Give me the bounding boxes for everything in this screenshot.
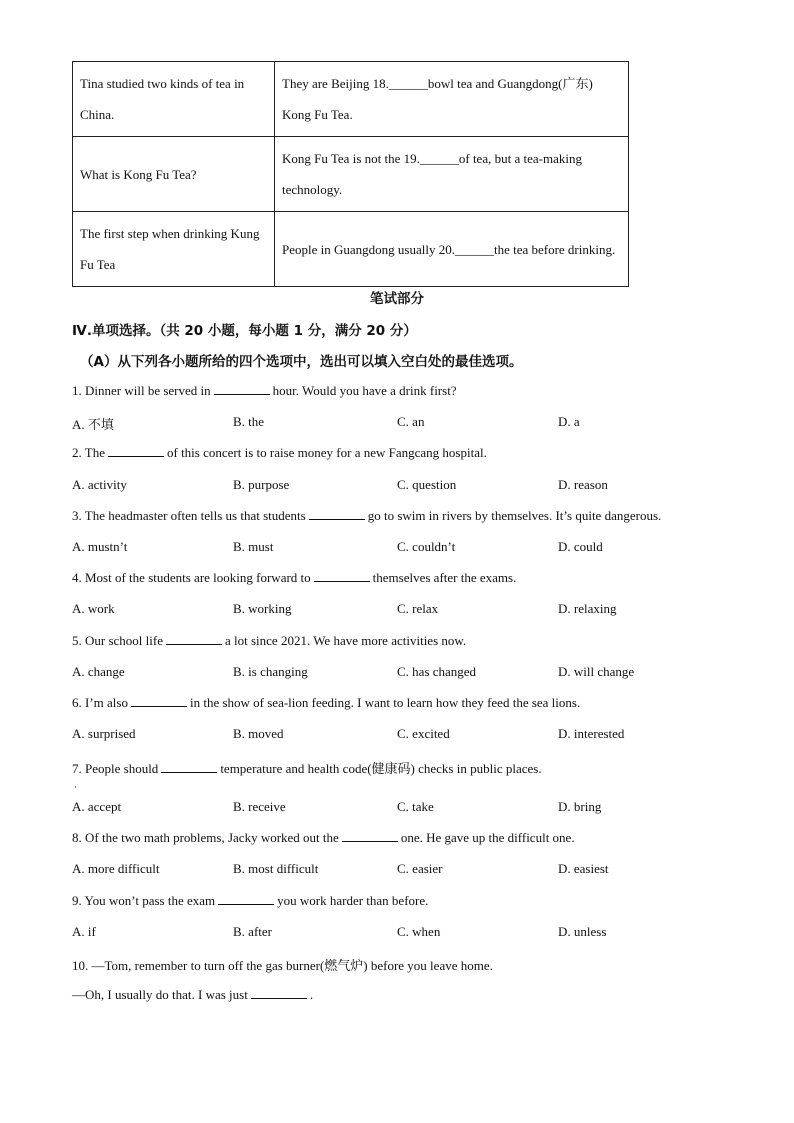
answer-blank — [342, 830, 398, 842]
option-b: B. purpose — [233, 477, 290, 492]
option-d: D. interested — [558, 726, 625, 741]
option-b: B. most difficult — [233, 861, 319, 876]
question-text: 2. The — [72, 445, 105, 460]
answer-blank — [161, 761, 217, 773]
option-b: B. receive — [233, 799, 286, 814]
options-2 — [72, 477, 712, 495]
option-d: D. easiest — [558, 861, 609, 876]
question-5 — [72, 633, 466, 649]
table-row — [73, 137, 629, 212]
options-7 — [72, 799, 712, 817]
question-text: 4. Most of the students are looking forward to — [72, 570, 311, 585]
question-6 — [72, 695, 580, 711]
question-1 — [72, 383, 457, 399]
question-text: 8. Of the two math problems, Jacky worked out the — [72, 830, 339, 845]
answer-blank — [309, 508, 365, 520]
option-c: C. when — [397, 924, 441, 939]
option-c: C. relax — [397, 601, 439, 616]
table-row — [73, 212, 629, 287]
question-text: 1. Dinner will be served in — [72, 383, 211, 398]
option-a: A. 不填 — [72, 417, 114, 432]
question-text: 9. You won’t pass the exam — [72, 893, 216, 908]
table-cell-question: What is Kong Fu Tea? — [73, 137, 275, 212]
reply-text: —Oh, I usually do that. I was just — [72, 987, 248, 1002]
options-6 — [72, 726, 712, 744]
answer-blank — [108, 445, 164, 457]
question-text: go to swim in rivers by themselves. It’s quite dangerous. — [367, 508, 662, 523]
answer-blank — [166, 633, 222, 645]
question-4 — [72, 570, 516, 586]
question-text: a lot since 2021. We have more activities now. — [224, 633, 467, 648]
reply-text: . — [309, 987, 314, 1002]
question-text: 10. —Tom, remember to turn off the gas burner(燃气炉) before you leave home. — [72, 958, 493, 973]
option-c: C. has changed — [397, 664, 477, 679]
question-10-reply — [72, 987, 313, 1003]
question-7 — [72, 758, 542, 777]
option-d: D. could — [558, 539, 603, 554]
question-text: 6. I’m also — [72, 695, 128, 710]
stray-dot: · — [74, 782, 77, 792]
option-b: B. moved — [233, 726, 284, 741]
options-9 — [72, 924, 712, 942]
question-text: one. He gave up the difficult one. — [400, 830, 575, 845]
options-8 — [72, 861, 712, 879]
question-10 — [72, 955, 493, 974]
option-b: B. after — [233, 924, 272, 939]
question-text: 7. People should — [72, 761, 159, 776]
question-text: themselves after the exams. — [372, 570, 517, 585]
answer-blank — [314, 570, 370, 582]
option-b: B. must — [233, 539, 274, 554]
option-b: B. is changing — [233, 664, 308, 679]
options-1 — [72, 414, 712, 432]
question-9 — [72, 893, 428, 909]
table-cell-answer: People in Guangdong usually 20.______the tea before drinking. — [275, 212, 629, 287]
question-text: of this concert is to raise money for a new Fangcang hospital. — [166, 445, 487, 460]
option-c: C. easier — [397, 861, 443, 876]
options-3 — [72, 539, 712, 557]
option-a: A. surprised — [72, 726, 136, 741]
option-b: B. the — [233, 414, 265, 429]
option-d: D. reason — [558, 477, 608, 492]
question-text: you work harder than before. — [277, 893, 429, 908]
option-a: A. more difficult — [72, 861, 160, 876]
option-a: A. change — [72, 664, 125, 679]
question-3 — [72, 508, 661, 524]
option-a: A. work — [72, 601, 115, 616]
question-text: 3. The headmaster often tells us that students — [72, 508, 306, 523]
question-text: 5. Our school life — [72, 633, 163, 648]
question-text: in the show of sea-lion feeding. I want to learn how they feed the sea lions. — [189, 695, 581, 710]
option-c: C. question — [397, 477, 457, 492]
part-heading: Ⅳ.单项选择。（共 20 小题，每小题 1 分，满分 20 分） — [72, 323, 417, 339]
table-row — [73, 62, 629, 137]
table-cell-answer: They are Beijing 18.______bowl tea and Guangdong(广东) Kong Fu Tea. — [275, 62, 629, 137]
options-5 — [72, 664, 712, 682]
table-cell-question: Tina studied two kinds of tea in China. — [73, 62, 275, 137]
option-b: B. working — [233, 601, 292, 616]
question-2 — [72, 445, 487, 461]
answer-blank — [218, 893, 274, 905]
option-a: A. if — [72, 924, 96, 939]
option-d: D. bring — [558, 799, 602, 814]
option-d: D. a — [558, 414, 580, 429]
sub-heading: （A）从下列各小题所给的四个选项中，选出可以填入空白处的最佳选项。 — [80, 354, 523, 370]
question-8 — [72, 830, 575, 846]
option-d: D. relaxing — [558, 601, 617, 616]
option-c: C. an — [397, 414, 425, 429]
option-d: D. will change — [558, 664, 635, 679]
option-c: C. couldn’t — [397, 539, 456, 554]
question-text: hour. Would you have a drink first? — [272, 383, 457, 398]
option-a: A. mustn’t — [72, 539, 128, 554]
option-a: A. activity — [72, 477, 127, 492]
options-4 — [72, 601, 712, 619]
option-d: D. unless — [558, 924, 607, 939]
section-title: 笔试部分 — [370, 291, 424, 307]
table-cell-answer: Kong Fu Tea is not the 19.______of tea, but a tea-making technology. — [275, 137, 629, 212]
answer-blank — [251, 987, 307, 999]
answer-blank — [214, 383, 270, 395]
option-c: C. excited — [397, 726, 450, 741]
option-c: C. take — [397, 799, 434, 814]
option-a: A. accept — [72, 799, 122, 814]
table-cell-question: The first step when drinking Kung Fu Tea — [73, 212, 275, 287]
answer-blank — [131, 695, 187, 707]
info-table — [72, 61, 629, 287]
question-text: temperature and health code(健康码) checks in public places. — [220, 761, 542, 776]
